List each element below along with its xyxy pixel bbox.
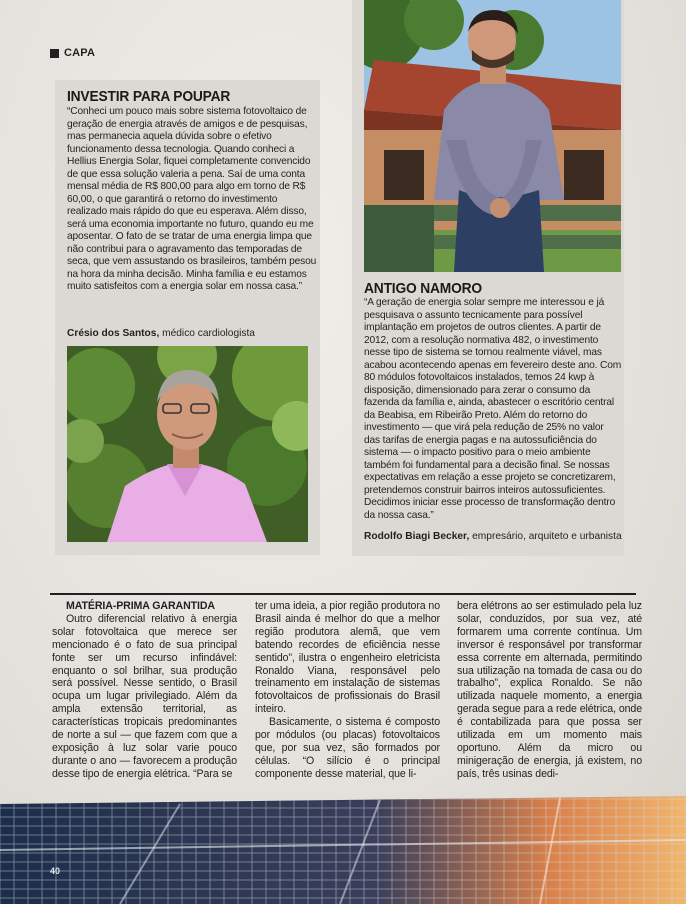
solar-panel-image — [0, 790, 686, 904]
byline-role-right: empresário, arquiteto e urbanista — [469, 531, 622, 542]
testimonial-quote-right: “A geração de energia solar sempre me interessou e já pesquisava o assunto tecnicamente para possível implantação em projetos de outros clientes. A partir de 2012, com a resolução normativa 482, o investimento nesse tipo de sistema se tornou realmente viável, mas acabou acontecendo apenas em fevereiro deste ano. Com 80 módulos fotovoltaicos instalados, temos 24 kwp à disposição, dimensionado para zerar o consumo da fazenda da família e, ainda, abastecer o escritório central da Beabisa, em Ribeirão Preto. Além do retorno do investimento — que virá pela redução de 25% no valor das tarifas de energia pagas e na autossuficiência do sistema — o impacto positivo para o meio ambiente também foi fundamental para a decisão final. Se nossas expectativas em relação a esse projeto se concretizarem, pretendemos construir bairros inteiros autossuficientes. Decidimos iniciar esse processo de transformação dentro da nossa casa.” — [364, 297, 622, 521]
photo-cardiologist — [67, 346, 308, 542]
byline-name-left: Crésio dos Santos, — [67, 328, 160, 339]
section-square-icon — [50, 49, 59, 58]
testimonial-box-right — [352, 0, 624, 556]
section-tag — [50, 47, 95, 59]
byline-name-right: Rodolfo Biagi Becker, — [364, 531, 470, 542]
testimonial-heading-left: INVESTIR PARA POUPAR — [67, 88, 231, 105]
byline-role-left: médico cardiologista — [159, 328, 255, 339]
article-column-3 — [457, 600, 642, 781]
photo-architect-illustration — [364, 0, 621, 272]
article-col1-paragraph: Outro diferencial relativo à energia solar fotovoltaica que merece ser mencionado é o fato de sua principal fonte ser um recurso infindável: enquanto o sol brilhar, sua produção será possível. Nesse sentido, o Brasil ocupa um lugar privilegiado. Além da ampla extensão territorial, as características tropicais predominantes de norte a sul — que fazem com que a exposição à luz solar varie pouco durante o ano — favorecem a produção desse tipo de energia elétrica. “Para se — [52, 612, 237, 780]
testimonial-quote-left: “Conheci um pouco mais sobre sistema fotovoltaico de geração de energia através de amigos e de pesquisas, mas permanecia aquela dúvida sobre o efetivo funcionamento dessa tecnologia. Quando conheci a Hellius Energia Solar, fiquei completamente convencido de que essa solução valeria a pena. Saí de uma conta mensal média de R$ 800,00 para algo em torno de R$ 60,00, o que garantirá o retorno do investimento realizado mais rápido do que eu esperava. Além disso, será uma economia importante no futuro, quando eu me aposentar. O fato de se tratar de uma energia limpa que não contribui para o agravamento das temporadas de seca, que vem assustando os brasileiros, também pesou na hora da minha decisão. Minha família e eu estamos muito satisfeitos com a energia solar em nossa casa.” — [67, 106, 317, 292]
section-tag-label: CAPA — [64, 47, 96, 59]
solar-panel-illustration — [0, 790, 686, 904]
article-column-2 — [255, 600, 440, 781]
testimonial-heading-right: ANTIGO NAMORO — [364, 280, 482, 297]
article-column-1 — [52, 600, 237, 781]
article-col3-paragraph: bera elétrons ao ser estimulado pela luz solar, conduzidos, por sua vez, até formarem uma corrente contínua. Um inversor é responsável por transformar essa corrente em alternada, permitindo sua utilização na tomada de casa ou do trabalho”, explica Ronaldo. Se não utilizada naquele momento, a energia gerada segue para a rede elétrica, onde é contabilizada para que possa ser utilizada em um momento mais oportuno. Além da micro ou minigeração de energia, já existem, no país, três usinas dedi- — [457, 600, 642, 780]
testimonial-byline-left — [67, 328, 317, 341]
section-divider-rule — [50, 593, 636, 595]
article-col2-paragraph-2: Basicamente, o sistema é composto por módulos (ou placas) fotovoltaicos que, por sua vez, são formados por células. “O silício é o principal componente desse material, que li- — [255, 716, 440, 780]
testimonial-box-left — [55, 80, 320, 555]
testimonial-byline-right — [364, 531, 624, 544]
photo-cardiologist-illustration — [67, 346, 308, 542]
page-number: 40 — [50, 866, 61, 876]
article-col2-paragraph-1: ter uma ideia, a pior região produtora no Brasil ainda é melhor do que a melhor região produtora alemã, que vem batendo recordes de eficiência nesse sentido”, ilustra o engenheiro eletricista Ronaldo Viana, responsável pelo treinamento em instalação de sistemas fotovoltaicos de profissionais do Brasil inteiro. — [255, 600, 440, 716]
article-subhead: MATÉRIA-PRIMA GARANTIDA — [66, 600, 215, 612]
photo-architect — [364, 0, 621, 272]
